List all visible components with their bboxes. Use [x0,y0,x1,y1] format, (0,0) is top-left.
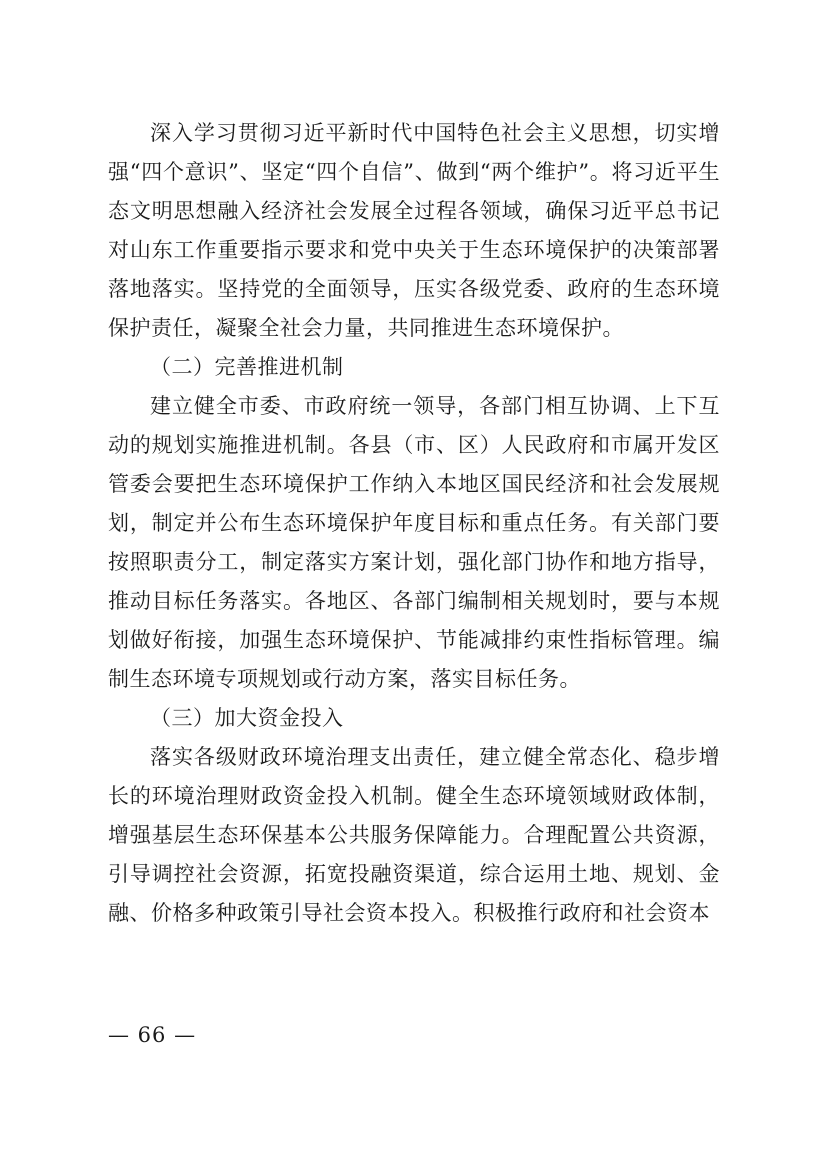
document-body [108,114,720,933]
section-heading: （二）完善推进机制 [150,355,344,379]
body-paragraph: 建立健全市委、市政府统一领导，各部门相互协调、上下互动的规划实施推进机制。各县（市、区）人民政府和市属开发区管委会要把生态环境保护工作纳入本地区国民经济和社会发展规划，制定并公布生态环境保护年度目标和重点任务。有关部门要按照职责分工，制定落实方案计划，强化部门协作和地方指导，推动目标任务落实。各地区、各部门编制相关规划时，要与本规划做好衔接，加强生态环境保护、节能减排约束性指标管理。编制生态环境专项规划或行动方案，落实目标任务。 [108,394,720,691]
section-heading: （三）加大资金投入 [150,706,344,730]
body-paragraph: 深入学习贯彻习近平新时代中国特色社会主义思想，切实增强“四个意识”、坚定“四个自信”、做到“两个维护”。将习近平生态文明思想融入经济社会发展全过程各领域，确保习近平总书记对山东工作重要指示要求和党中央关于生态环境保护的决策部署落地落实。坚持党的全面领导，压实各级党委、政府的生态环境保护责任，凝聚全社会力量，共同推进生态环境保护。 [108,121,720,340]
page-number: — 66 — [108,1023,197,1047]
body-paragraph: 落实各级财政环境治理支出责任，建立健全常态化、稳步增长的环境治理财政资金投入机制。健全生态环境领域财政体制，增强基层生态环保基本公共服务保障能力。合理配置公共资源，引导调控社会资源，拓宽投融资渠道，综合运用土地、规划、金融、价格多种政策引导社会资本投入。积极推行政府和社会资本 [108,745,720,925]
